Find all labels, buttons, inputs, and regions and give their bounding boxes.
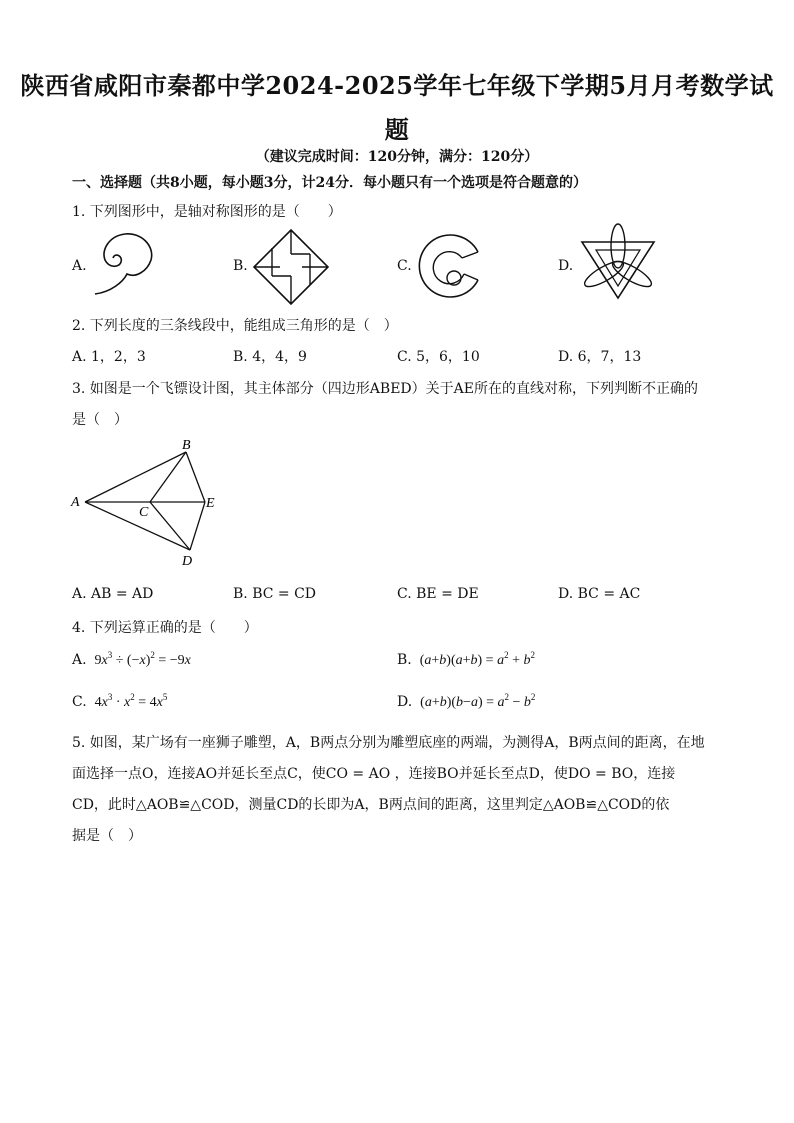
- q4-option-c-formula: $4x^3 \cdot x^2 = 4x^5$: [94, 692, 168, 710]
- point-c-label: C: [139, 505, 149, 520]
- q3-option-d: D. BC = AC: [558, 586, 641, 602]
- q5-line3: CD，此时△AOB≌△COD，测量CD的长即为A，B两点间的距离，这里判定△AOB≌△COD的依: [72, 797, 670, 813]
- point-a-label: A: [71, 495, 80, 510]
- exam-subtitle: （建议完成时间：120分钟，满分：120分）: [255, 149, 539, 165]
- q5-line1: 5. 如图，某广场有一座狮子雕塑，A，B两点分别为雕塑底座的两端，为测得A，B两点间的距离，在地: [72, 735, 705, 751]
- q3-stem-line1: 3. 如图是一个飞镖设计图，其主体部分（四边形ABED）关于AE所在的直线对称，下列判断不正确的: [72, 381, 698, 397]
- q1-option-a-label: A.: [72, 258, 87, 274]
- q2-option-c: C. 5，6，10: [397, 349, 480, 365]
- q4-option-b: [397, 652, 535, 669]
- q4-option-c: [72, 694, 167, 711]
- q4-option-b-label: B.: [397, 652, 412, 668]
- point-b-label: B: [182, 438, 191, 453]
- q4-option-d: [397, 694, 535, 711]
- page-title-line2: 题: [384, 115, 410, 144]
- q3-option-c: C. BE = DE: [397, 586, 479, 602]
- q2-option-d: D. 6，7，13: [558, 349, 642, 365]
- point-e-label: E: [206, 496, 215, 511]
- q2-option-a: A. 1，2，3: [72, 349, 146, 365]
- triangle-trefoil-icon: [578, 222, 658, 302]
- point-d-label: D: [182, 554, 193, 569]
- q4-stem: 4. 下列运算正确的是（ ）: [72, 620, 258, 636]
- q2-option-b: B. 4，4，9: [233, 349, 307, 365]
- q4-option-b-formula: $(a+b)(a+b) = a^2 + b^2$: [419, 650, 535, 668]
- q4-option-a: [72, 652, 191, 669]
- spiral-shape-icon: [85, 228, 165, 300]
- ring-with-circle-icon: [412, 230, 484, 302]
- q4-option-a-label: A.: [72, 652, 87, 668]
- q1-option-c-label: C.: [397, 258, 412, 274]
- q5-line4: 据是（ ）: [72, 828, 142, 844]
- q3-option-b: B. BC = CD: [233, 586, 317, 602]
- q1-stem: 1. 下列图形中，是轴对称图形的是（ ）: [72, 204, 342, 220]
- q3-dart-figure: [68, 438, 228, 568]
- q1-option-d-label: D.: [558, 258, 574, 274]
- pinwheel-square-icon: [252, 228, 330, 306]
- q2-stem: 2. 下列长度的三条线段中，能组成三角形的是（ ）: [72, 318, 398, 334]
- q3-option-a: A. AB = AD: [72, 586, 154, 602]
- q4-option-d-formula: $(a+b)(b-a) = a^2 - b^2$: [420, 692, 536, 710]
- q4-option-d-label: D.: [397, 694, 413, 710]
- q4-option-a-formula: $9x^3 \div (-x)^2 = -9x$: [94, 650, 191, 668]
- page-title-line1: 陕西省咸阳市秦都中学2024-2025学年七年级下学期5月月考数学试: [20, 71, 774, 100]
- q4-option-c-label: C.: [72, 694, 87, 710]
- q1-option-b-label: B.: [233, 258, 248, 274]
- q5-line2: 面选择一点O，连接AO并延长至点C，使CO = AO ，连接BO并延长至点D，使DO = BO，连接: [72, 766, 676, 782]
- q3-stem-line2: 是（ ）: [72, 412, 128, 428]
- section-heading: 一、选择题（共8小题，每小题3分，计24分．每小题只有一个选项是符合题意的）: [72, 175, 587, 191]
